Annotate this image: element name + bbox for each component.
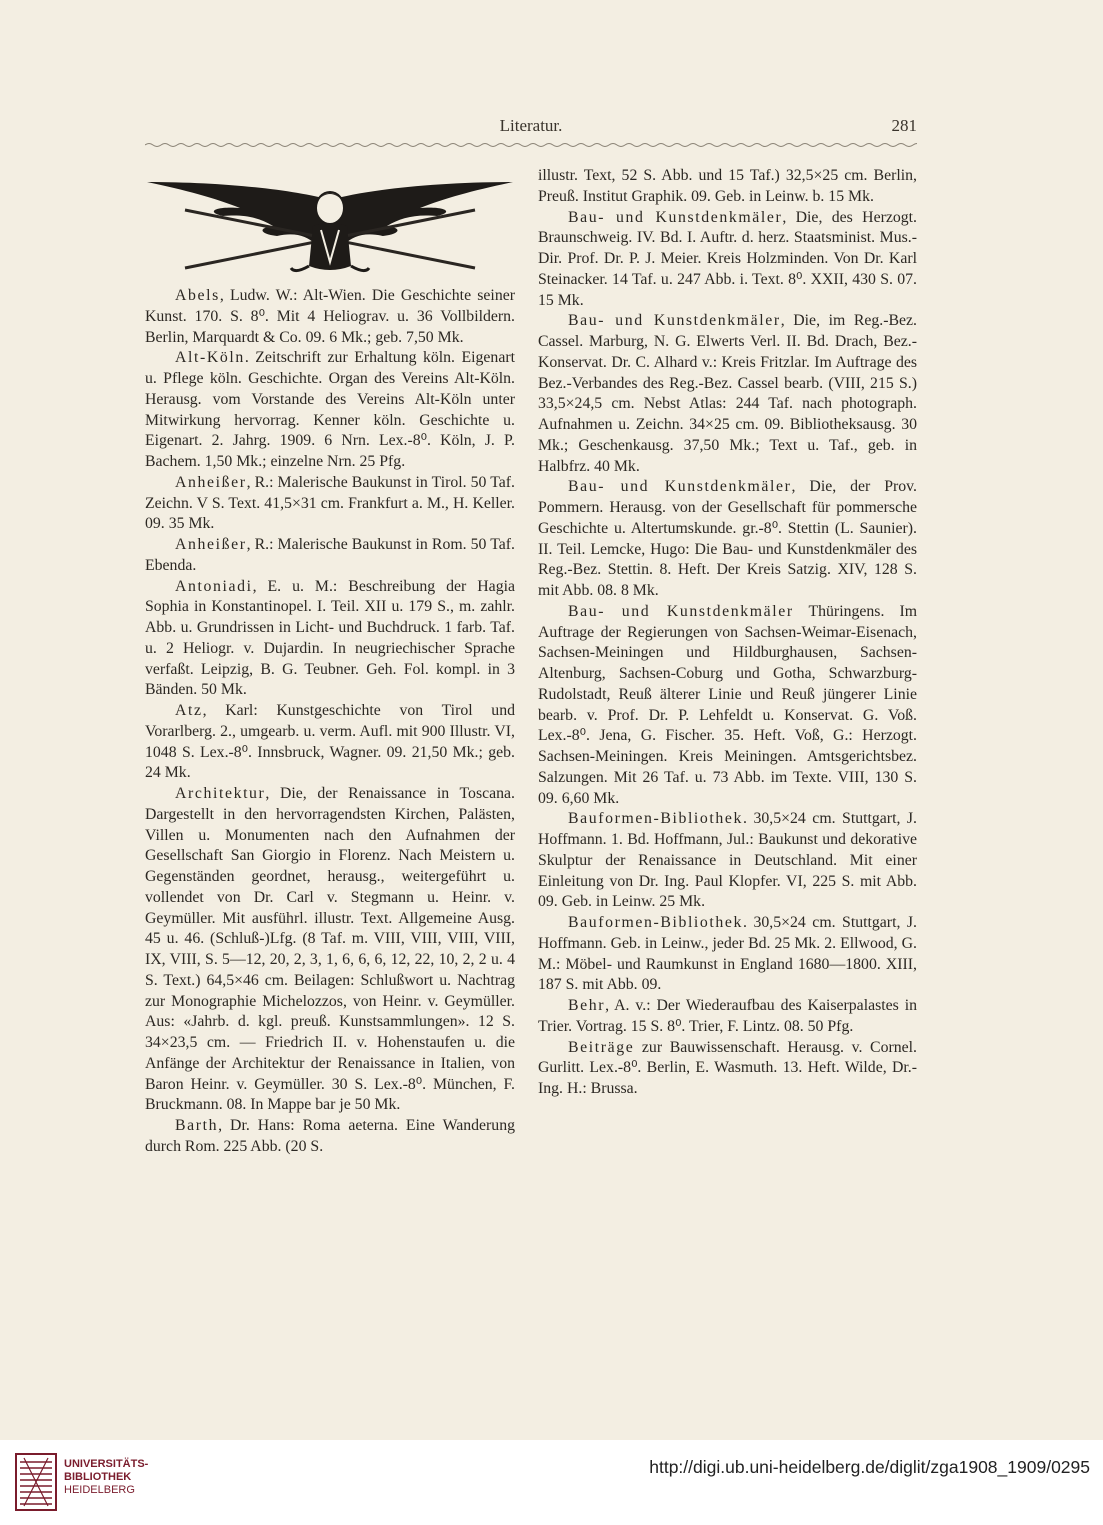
entry-antoniadi: Antoniadi, E. u. M.: Beschreibung der Hagia Sophia in Konstantinopel. I. Teil. XII u. 179 S., m. zahlr. Abb. u. Grundrissen in Licht- und Buchdruck. 1 farb. Taf. u. 2 Heliogr. v. Dujardin. In neugriechischer Sprache verfaßt. Leipzig, B. G. Teubner. Geh. Fol. kompl. in 3 Bänden. 50 Mk.: [145, 577, 515, 699]
entry-abels: Abels, Ludw. W.: Alt-Wien. Die Geschichte seiner Kunst. 170. S. 8⁰. Mit 4 Heliograv. u. 36 Vollbildern. Berlin, Marquardt & Co. 09. 6 Mk.; geb. 7,50 Mk.: [145, 287, 515, 346]
source-url-link[interactable]: http://digi.ub.uni-heidelberg.de/diglit/zga1908_1909/0295: [649, 1457, 1090, 1477]
entry-bauformen-1: Bauformen-Bibliothek. 30,5×24 cm. Stuttgart, J. Hoffmann. 1. Bd. Hoffmann, Jul.: Baukunst und dekorative Skulptur der Renaissance in Deutschland. Mit einer Einleitung von Dr. Ing. Paul Klopfer. VI, 225 S. mit Abb. 09. Geb. in Leinw. 25 Mk.: [538, 810, 917, 911]
entry-cassel: Bau- und Kunstdenkmäler, Die, im Reg.-Bez. Cassel. Marburg, N. G. Elwerts Verl. II. Bd. Drach, Bez.-Konservat. Dr. C. Alhard v.: Kreis Fritzlar. Im Auftrage des Bez.-Verbandes des Reg.-Bez. Cassel bearb. (VIII, 215 S.) 33,5×24,5 cm. Nebst Atlas: 244 Taf. nach photograph. Aufnahmen u. Zeichn. 34×25 cm. 09. Bibliotheksausg. 30 Mk.; Geschenkausg. 37,50 Mk.; Text u. Taf., geb. in Halbfrz. 40 Mk.: [538, 312, 917, 475]
running-header: [145, 116, 917, 140]
entry-anheisser-rom: Anheißer, R.: Malerische Baukunst in Rom. 50 Taf. Ebenda.: [145, 536, 515, 574]
library-name: UNIVERSITÄTS- BIBLIOTHEK HEIDELBERG: [64, 1458, 149, 1496]
header-rule: [145, 142, 917, 148]
entry-beitraege: Beiträge zur Bauwissenschaft. Herausg. v. Cornel. Gurlitt. Lex.-8⁰. Berlin, E. Wasmuth. 13. Heft. Wilde, Dr.-Ing. H.: Brussa.: [538, 1038, 917, 1097]
entry-pommern: Bau- und Kunstdenkmäler, Die, der Prov. Pommern. Herausg. von der Gesellschaft für pommersche Geschichte u. Altertumskunde. gr.-8⁰. Stettin (L. Saunier). II. Teil. Lemcke, Hugo: Die Bau- und Kunstdenkmäler des Reg.-Bez. Stettin. 8. Heft. Der Kreis Satzig. XIV, 128 S. mit Abb. 08. 8 Mk.: [538, 478, 917, 599]
entry-barth-continued: illustr. Text, 52 S. Abb. und 15 Taf.) 32,5×25 cm. Berlin, Preuß. Institut Graphik. 09. Geb. in Leinw. b. 15 Mk.: [538, 167, 917, 205]
entry-alt-koeln: Alt-Köln. Zeitschrift zur Erhaltung köln. Eigenart u. Pflege köln. Geschichte. Organ des Vereins Alt-Köln. Herausg. vom Vorstande des Vereins Alt-Köln unter Mitwirkung hervorrag. Kenner köln. Geschichte u. Eigenart. 2. Jahrg. 1909. 6 Nrn. Lex.-8⁰. Köln, J. P. Bachem. 1,50 Mk.; einzelne Nrn. 25 Pfg.: [145, 349, 515, 470]
winged-figure-ornament: [145, 170, 515, 280]
footer-bar: [0, 1440, 1103, 1525]
entry-thueringen: Bau- und Kunstdenkmäler Thüringens. Im Auftrage der Regierungen von Sachsen-Weimar-Eisenach, Sachsen-Meiningen und Hildburghausen, Sachsen-Altenburg, Sachsen-Coburg und Gotha, Schwarzburg-Rudolstadt, Reuß älterer Linie und Reuß jüngerer Linie bearb. v. Prof. Dr. P. Lehfeldt u. Konservat. G. Voß. Lex.-8⁰. Jena, G. Fischer. 35. Heft. Voß, G.: Herzogt. Sachsen-Meiningen. Kreis Meiningen. Amtsgerichtsbez. Salzungen. Mit 26 Taf. u. 73 Abb. im Texte. VIII, 130 S. 09. 6,60 Mk.: [538, 602, 917, 807]
entry-behr: Behr, A. v.: Der Wiederaufbau des Kaiserpalastes in Trier. Vortrag. 15 S. 8⁰. Trier, F. Lintz. 08. 50 Pfg.: [538, 997, 917, 1035]
header-title: Literatur.: [499, 116, 563, 135]
entry-bauformen-2: Bauformen-Bibliothek. 30,5×24 cm. Stuttgart, J. Hoffmann. Geb. in Leinw., jeder Bd. 25 Mk. 2. Ellwood, G. M.: Möbel- und Raumkunst in England 1680—1800. XIII, 187 S. mit Abb. 09.: [538, 914, 917, 994]
library-crest-icon: [14, 1452, 58, 1512]
entry-anheisser-tirol: Anheißer, R.: Malerische Baukunst in Tirol. 50 Taf. Zeichn. V S. Text. 41,5×31 cm. Frankfurt a. M., H. Keller. 09. 35 Mk.: [145, 473, 515, 533]
entry-architektur: Architektur, Die, der Renaissance in Toscana. Dargestellt in den hervorragendsten Kirchen, Palästen, Villen u. Monumenten nach den Aufnahmen der Gesellschaft San Giorgio in Florenz. Nach Meistern u. Gegenständen geordnet, herausg., weitergeführt u. vollendet von Dr. Carl v. Stegmann u. Heinr. v. Geymüller. Mit ausführl. illustr. Text. Allgemeine Ausg. 45 u. 46. (Schluß-)Lfg. (8 Taf. m. VIII, VIII, VIII, VIII, IX, VIII, S. 5—12, 20, 2, 3, 1, 6, 6, 6, 12, 22, 10, 2, 2 u. 4 S. Text.) 64,5×46 cm. Beilagen: Schlußwort u. Nachtrag zur Monographie Michelozzos, von Heinr. v. Geymüller. Aus: «Jahrb. d. kgl. preuß. Kunstsammlungen». 12 S. 34×23,5 cm. — Friedrich II. v. Hohenstaufen u. die Anfänge der Architektur der Renaissance in Italien, von Baron Heinr. v. Geymüller. 30 S. Lex.-8⁰. München, F. Bruckmann. 08. In Mappe bar je 50 Mk.: [145, 785, 515, 1114]
page-number: 281: [891, 116, 917, 135]
entry-atz: Atz, Karl: Kunstgeschichte von Tirol und Vorarlberg. 2., umgearb. u. verm. Aufl. mit 900 Illustr. VI, 1048 S. Lex.-8⁰. Innsbruck, Wagner. 09. 21,50 Mk.; geb. 24 Mk.: [145, 702, 515, 782]
left-column: [145, 286, 515, 1158]
entry-barth: Barth, Dr. Hans: Roma aeterna. Eine Wanderung durch Rom. 225 Abb. (20 S.: [145, 1117, 515, 1155]
right-column: [538, 166, 917, 1100]
entry-braunschweig: Bau- und Kunstdenkmäler, Die, des Herzogt. Braunschweig. IV. Bd. I. Auftr. d. herz. Staatsminist. Mus.-Dir. Prof. Dr. P. J. Meier. Kreis Holzminden. Von Dr. Karl Steinacker. 14 Taf. u. 247 Abb. i. Text. 8⁰. XXII, 430 S. 07. 15 Mk.: [538, 208, 917, 309]
